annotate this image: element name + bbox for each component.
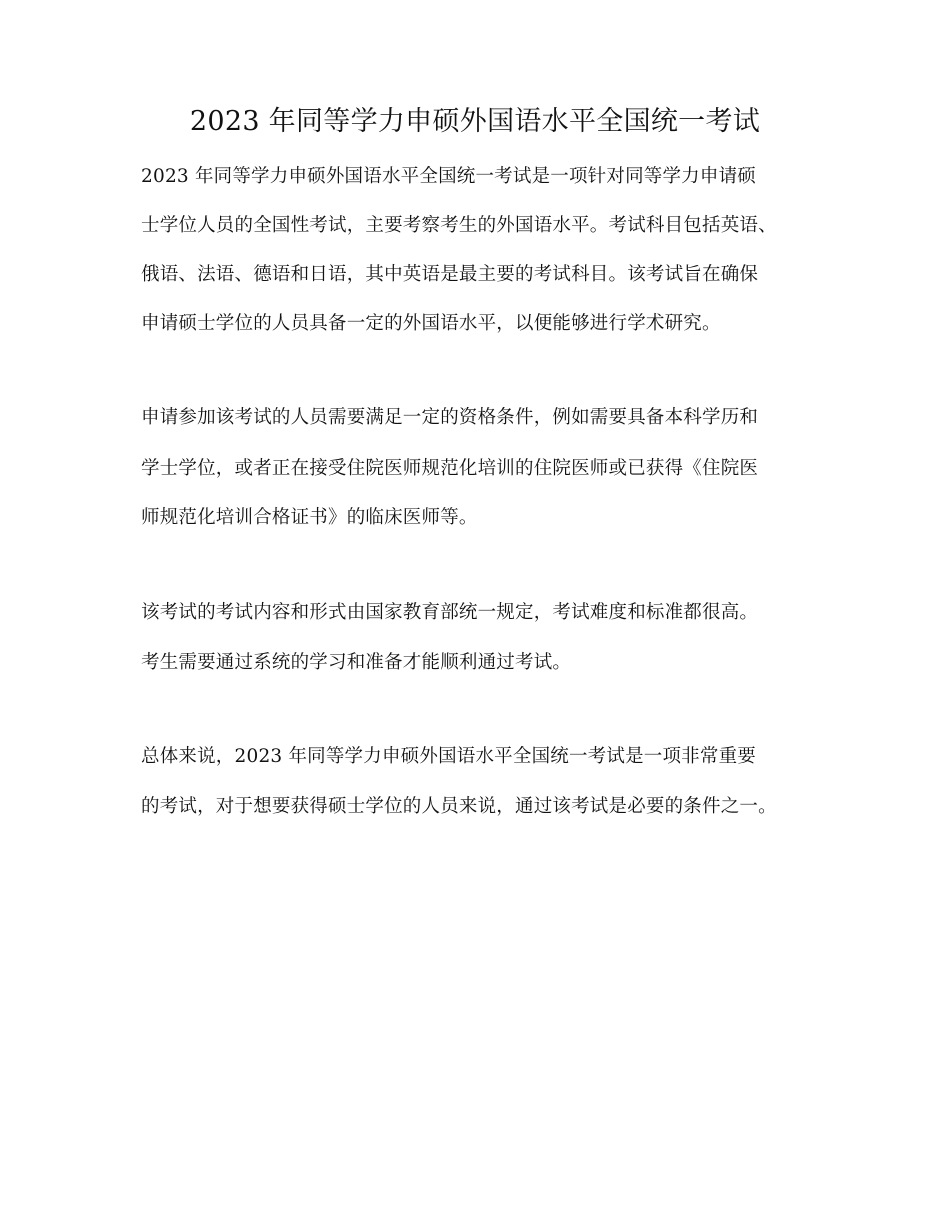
paragraph-4-line-1: 总体来说，2023 年同等学力申硕外国语水平全国统一考试是一项非常重要 [141, 746, 756, 767]
paragraph-1-line-3: 俄语、法语、德语和日语，其中英语是最主要的考试科目。该考试旨在确保 [141, 264, 759, 285]
paragraph-3-line-1: 该考试的考试内容和形式由国家教育部统一规定，考试难度和标准都很高。 [141, 602, 759, 623]
paragraph-1-line-4: 申请硕士学位的人员具备一定的外国语水平，以便能够进行学术研究。 [141, 313, 721, 334]
paragraph-3-line-2: 考生需要通过系统的学习和准备才能顺利通过考试。 [141, 652, 572, 673]
paragraph-1-line-2: 士学位人员的全国性考试，主要考察考生的外国语水平。考试科目包括英语、 [141, 215, 777, 236]
paragraph-2-line-1: 申请参加该考试的人员需要满足一定的资格条件，例如需要具备本科学历和 [141, 407, 759, 428]
paragraph-2-line-2: 学士学位，或者正在接受住院医师规范化培训的住院医师或已获得《住院医 [141, 458, 759, 479]
document-title: 2023 年同等学力申硕外国语水平全国统一考试 [189, 106, 761, 137]
paragraph-4-line-2: 的考试，对于想要获得硕士学位的人员来说，通过该考试是必要的条件之一。 [141, 796, 777, 817]
paragraph-1-line-1: 2023 年同等学力申硕外国语水平全国统一考试是一项针对同等学力申请硕 [141, 166, 756, 187]
paragraph-2-line-3: 师规范化培训合格证书》的临床医师等。 [141, 507, 478, 528]
